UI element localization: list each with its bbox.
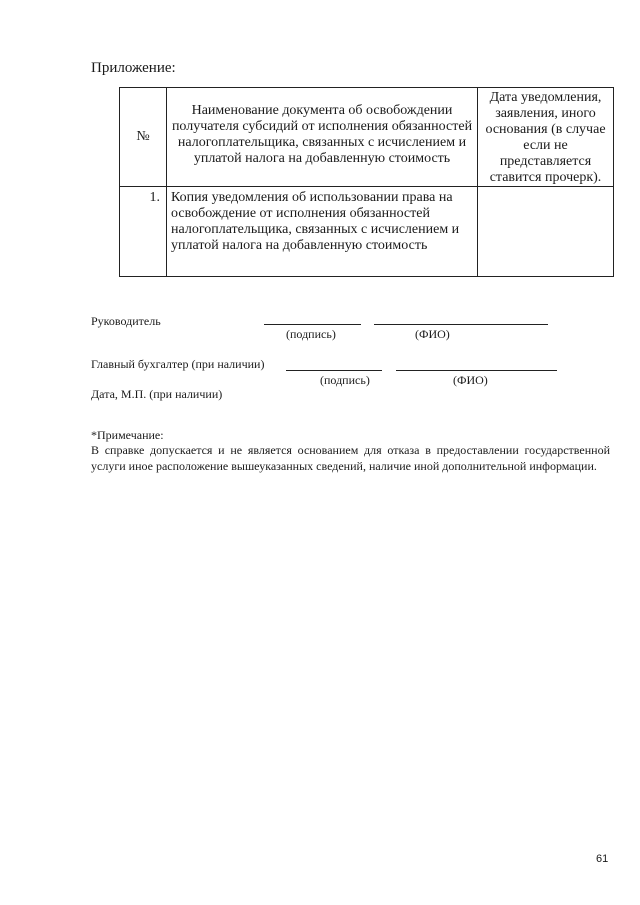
head-name-caption: (ФИО): [415, 327, 450, 341]
head-signature-caption: (подпись): [286, 327, 336, 341]
note-body: В справке допускается и не является основанием для отказа в предоставлении государственной услуги иное расположение вышеуказанных сведений, наличие иной дополнительной информации.: [91, 443, 610, 473]
appendix-table: [119, 87, 614, 277]
appendix-heading: Приложение:: [91, 60, 176, 76]
row-document-name: Копия уведомления об использовании права на освобождение от исполнения обязанностей налогоплательщика, связанных с исчислением и уплатой налога на добавленную стоимость: [167, 187, 478, 277]
table-header-row: [120, 88, 614, 187]
accountant-name-line: [396, 370, 557, 371]
row-number: 1.: [120, 187, 167, 277]
accountant-signature-line: [286, 370, 382, 371]
header-document-name: Наименование документа об освобождении получателя субсидий от исполнения обязанностей налогоплательщика, связанных с исчислением и уплатой налога на добавленную стоимость: [167, 88, 478, 187]
accountant-signature-caption: (подпись): [320, 373, 370, 387]
accountant-label: Главный бухгалтер (при наличии): [91, 357, 265, 371]
head-name-line: [374, 324, 548, 325]
accountant-name-caption: (ФИО): [453, 373, 488, 387]
page-number: 61: [596, 853, 609, 865]
table-row: [120, 187, 614, 277]
head-label: Руководитель: [91, 314, 161, 328]
date-stamp-label: Дата, М.П. (при наличии): [91, 387, 223, 401]
row-notice-date: [478, 187, 614, 277]
note-title: *Примечание:: [91, 428, 164, 442]
header-notice-date: Дата уведомления, заявления, иного основания (в случае если не представляется ставится прочерк).: [478, 88, 614, 187]
header-number: №: [120, 88, 167, 187]
head-signature-line: [264, 324, 361, 325]
